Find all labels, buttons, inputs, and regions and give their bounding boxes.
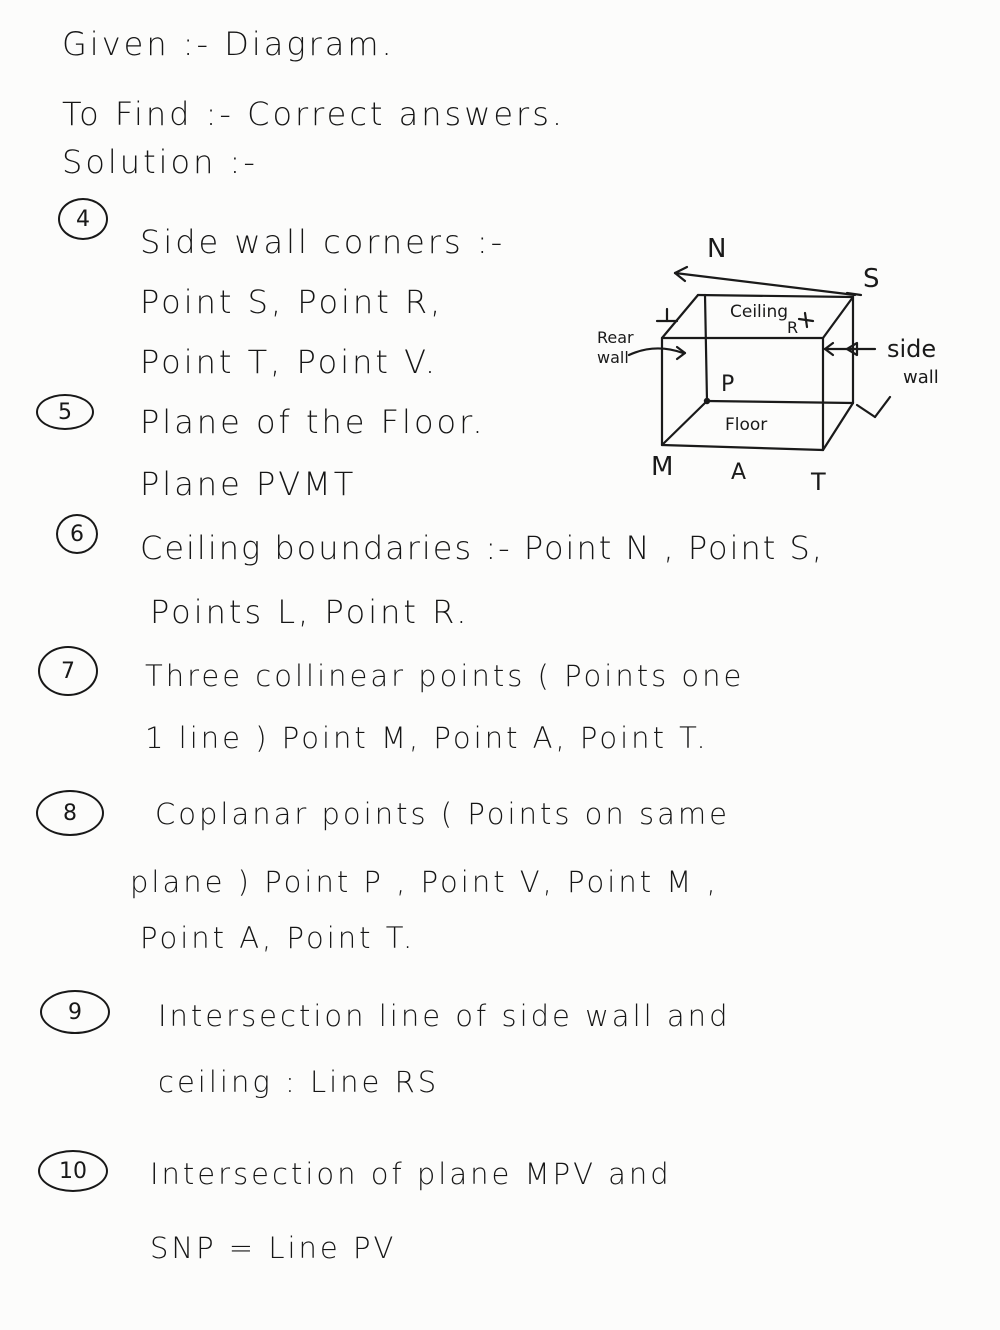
- item-5-line-1: Plane of the Floor.: [140, 403, 486, 441]
- label-t: T: [811, 468, 826, 495]
- item-9-line-2: ceiling : Line RS: [158, 1065, 440, 1099]
- label-floor: Floor: [725, 415, 768, 435]
- item-6-line-1: Ceiling boundaries :- Point N , Point S,: [140, 529, 824, 567]
- item-8-line-1: Coplanar points ( Points on same: [155, 797, 730, 831]
- label-r: R: [787, 318, 799, 337]
- item-number-9: 9: [40, 990, 110, 1034]
- to-find-line: To Find :- Correct answers.: [62, 95, 566, 133]
- label-m: M: [651, 452, 674, 482]
- item-10-line-2: SNP = Line PV: [150, 1231, 397, 1265]
- label-p: P: [721, 372, 735, 397]
- label-n: N: [707, 234, 727, 264]
- label-a: A: [731, 460, 747, 485]
- item-7-line-1: Three collinear points ( Points one: [145, 659, 745, 693]
- room-diagram: [585, 225, 975, 495]
- item-6-line-2: Points L, Point R.: [150, 593, 470, 631]
- given-line: Given :- Diagram.: [62, 25, 395, 63]
- label-rear-wall-2: wall: [597, 348, 629, 367]
- item-number-10: 10: [38, 1150, 108, 1192]
- item-number-8: 8: [36, 790, 104, 836]
- item-8-line-3: Point A, Point T.: [140, 921, 416, 955]
- item-8-line-2: plane ) Point P , Point V, Point M ,: [130, 865, 719, 899]
- item-10-line-1: Intersection of plane MPV and: [150, 1157, 672, 1191]
- label-side-wall-1: side: [887, 335, 937, 363]
- label-side-wall-2: wall: [903, 367, 939, 388]
- item-number-4: 4: [58, 198, 108, 240]
- solution-heading: Solution :-: [62, 143, 258, 181]
- label-rear-wall-1: Rear: [597, 328, 634, 347]
- item-4-line-3: Point T, Point V.: [140, 343, 439, 381]
- label-s: S: [863, 264, 880, 294]
- item-number-6: 6: [56, 514, 98, 554]
- item-number-5: 5: [36, 394, 94, 430]
- item-5-line-2: Plane PVMT: [140, 465, 357, 503]
- item-9-line-1: Intersection line of side wall and: [158, 999, 731, 1033]
- item-4-line-2: Point S, Point R,: [140, 283, 444, 321]
- item-4-line-1: Side wall corners :-: [140, 223, 506, 261]
- item-number-7: 7: [38, 646, 98, 696]
- item-7-line-2: 1 line ) Point M, Point A, Point T.: [145, 721, 709, 755]
- label-ceiling: Ceiling: [730, 302, 789, 322]
